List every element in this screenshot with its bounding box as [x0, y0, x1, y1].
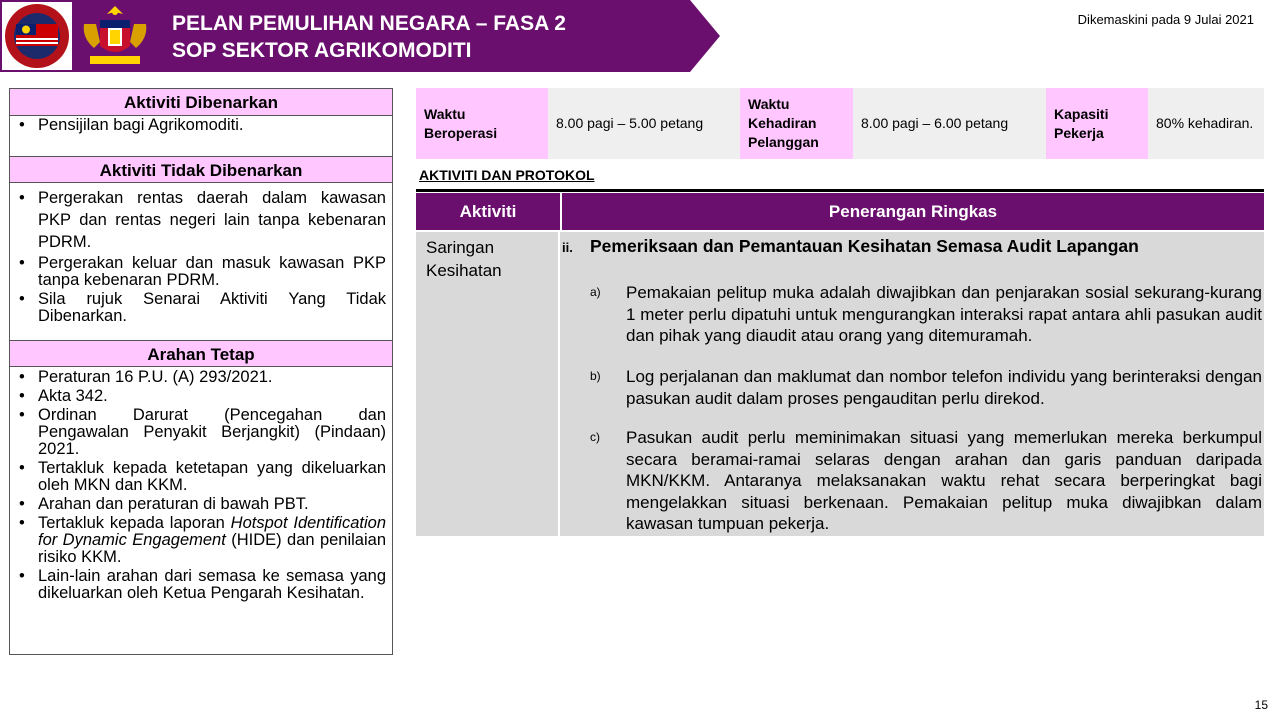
- updated-date: Dikemaskini pada 9 Julai 2021: [1077, 12, 1254, 27]
- list-item: • Pergerakan rentas daerah dalam kawasan PKP dan rentas negeri lain tanpa kebenaran PDRM.: [38, 187, 386, 253]
- list-item: • Peraturan 16 P.U. (A) 293/2021.: [38, 369, 386, 386]
- divider: [416, 189, 1264, 192]
- page-title: [172, 10, 566, 64]
- table-row: [416, 232, 1264, 536]
- list-item: • Akta 342.: [38, 388, 386, 405]
- title-line-1: PELAN PEMULIHAN NEGARA – FASA 2: [172, 12, 566, 35]
- description-cell: [560, 232, 1264, 536]
- activity-cell: Saringan Kesihatan: [416, 232, 560, 536]
- item-marker: c): [590, 430, 600, 444]
- item-text: Pasukan audit perlu meminimakan situasi yang memerlukan mereka berkumpul secara beramai-ramai selaras dengan arahan dan garis panduan daripada MKN/KKM. Antaranya melaksanakan waktu rehat secara berperingkat bagi mengelakkan situasi berkenaan. Pemakaian pelitup muka diwajibkan dalam kawasan tumpuan pekerja.: [626, 428, 1262, 533]
- hotspot-pre: Tertakluk kepada laporan: [38, 514, 231, 532]
- allowed-section: [10, 116, 392, 156]
- column-header-activity: Aktiviti: [416, 193, 562, 230]
- jata-negara-emblem: [76, 2, 154, 70]
- page-number: 15: [1254, 698, 1268, 712]
- table-header: [416, 193, 1264, 230]
- info-bar: [416, 88, 1264, 159]
- directives-list: [10, 369, 392, 602]
- capacity-value: 80% kehadiran.: [1148, 88, 1264, 159]
- item-text: Log perjalanan dan maklumat dan nombor telefon individu yang berinteraksi dengan pasukan audit dalam proses pengauditan perlu direkod.: [626, 367, 1262, 408]
- protocol-item-b: [590, 366, 1262, 409]
- list-item-hotspot: [38, 515, 386, 566]
- left-panel: [9, 88, 393, 655]
- list-item: • Arahan dan peraturan di bawah PBT.: [38, 496, 386, 513]
- visit-value: 8.00 pagi – 6.00 petang: [853, 88, 1046, 159]
- item-text: Pemakaian pelitup muka adalah diwajibkan dan penjarakan sosial sekurang-kurang 1 meter perlu dipatuhi untuk mengurangkan interaksi rapat antara ahli pasukan audit dan pihak yang diaudit atau orang yang ditemuramah.: [626, 283, 1262, 345]
- item-marker: b): [590, 369, 601, 383]
- list-item: • Lain-lain arahan dari semasa ke semasa yang dikeluarkan oleh Ketua Pengarah Kesihatan.: [38, 568, 386, 602]
- not-allowed-heading: Aktiviti Tidak Dibenarkan: [10, 156, 392, 183]
- allowed-list: [10, 117, 392, 134]
- section-label: AKTIVITI DAN PROTOKOL: [419, 167, 595, 183]
- item-marker: a): [590, 285, 601, 299]
- hours-value: 8.00 pagi – 5.00 petang: [548, 88, 740, 159]
- protocol-item-c: [590, 427, 1262, 535]
- directives-section: [10, 367, 392, 602]
- description-subheading: Pemeriksaan dan Pemantauan Kesihatan Semasa Audit Lapangan: [590, 236, 1139, 256]
- hours-label: Waktu Beroperasi: [416, 88, 548, 159]
- nsc-logo: [2, 2, 72, 70]
- list-item: • Pergerakan keluar dan masuk kawasan PKP tanpa kebenaran PDRM.: [38, 255, 386, 289]
- capacity-label: Kapasiti Pekerja: [1046, 88, 1148, 159]
- allowed-heading: Aktiviti Dibenarkan: [10, 89, 392, 116]
- not-allowed-list: [10, 187, 392, 325]
- protocol-item-a: [590, 282, 1262, 347]
- list-item: • Tertakluk kepada ketetapan yang dikeluarkan oleh MKN dan KKM.: [38, 460, 386, 494]
- roman-marker: ii.: [562, 240, 573, 255]
- hotspot-italic: Hotspot Identification for Dynamic Engagement: [38, 514, 387, 549]
- column-header-description: Penerangan Ringkas: [828, 202, 998, 221]
- hotspot-post: (HIDE) dan penilaian risiko KKM.: [38, 531, 386, 566]
- not-allowed-section: [10, 183, 392, 340]
- directives-heading: Arahan Tetap: [10, 340, 392, 367]
- title-line-2: SOP SEKTOR AGRIKOMODITI: [172, 39, 472, 62]
- visit-label: Waktu Kehadiran Pelanggan: [740, 88, 853, 159]
- list-item: • Sila rujuk Senarai Aktiviti Yang Tidak Dibenarkan.: [38, 291, 386, 325]
- list-item: • Ordinan Darurat (Pencegahan dan Pengawalan Penyakit Berjangkit) (Pindaan) 2021.: [38, 407, 386, 458]
- list-item: • Pensijilan bagi Agrikomoditi.: [38, 117, 386, 134]
